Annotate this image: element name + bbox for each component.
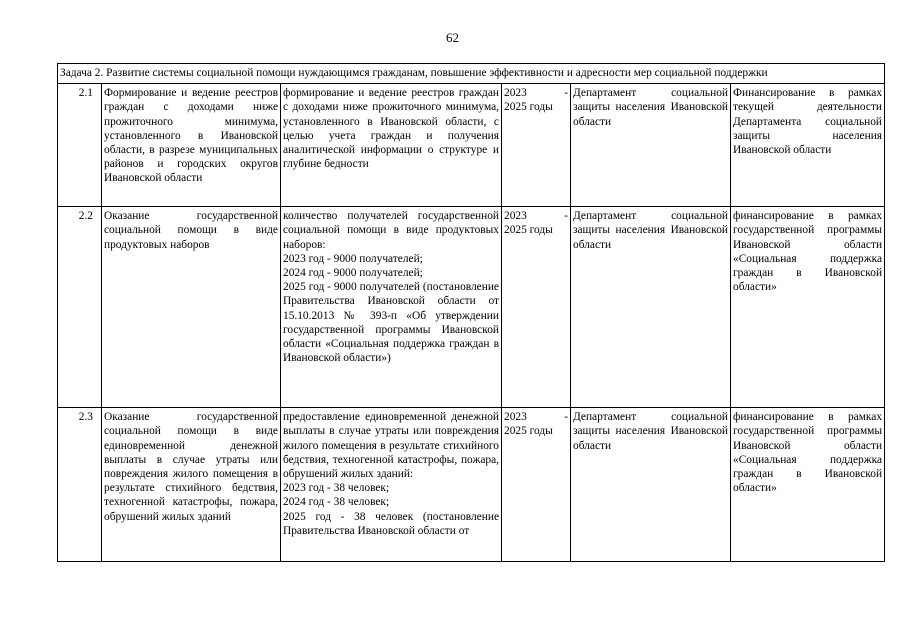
result-line: 2023 год - 9000 получателей; xyxy=(283,252,423,265)
measures-table xyxy=(57,63,885,562)
executor-cell: Департамент социальной защиты населения Ивановской области xyxy=(571,207,731,408)
table-row xyxy=(58,84,885,207)
activity-cell: Оказание государственной социальной помощи в виде единовременной денежной выплаты в случае утраты или повреждения жилого помещения в результате стихийного бедствия, техногенной катастрофы, пожара, обрушений жилых зданий xyxy=(102,408,281,562)
result-cell xyxy=(281,84,502,207)
result-line: 2024 год - 38 человек; xyxy=(283,496,390,509)
row-number: 2.2 xyxy=(58,207,102,408)
executor-cell: Департамент социальной защиты населения Ивановской области xyxy=(571,408,731,562)
financing-cell: финансирование в рамках государственной программы Ивановской области «Социальная поддержка граждан в Ивановской области» xyxy=(731,207,885,408)
result-line: 2024 год - 9000 получателей; xyxy=(283,267,423,280)
table-row xyxy=(58,207,885,408)
row-number: 2.1 xyxy=(58,84,102,207)
task-header-row xyxy=(58,64,885,84)
result-line: количество получателей государственной социальной помощи в виде продуктовых наборов: xyxy=(283,210,499,251)
years-line: 2023 - xyxy=(504,411,568,424)
row-number: 2.3 xyxy=(58,408,102,562)
years-line: 2023 - xyxy=(504,210,568,223)
result-line: 2023 год - 38 человек; xyxy=(283,482,390,495)
years-line: 2025 годы xyxy=(504,425,553,438)
task-title: Задача 2. Развитие системы социальной помощи нуждающимся гражданам, повышение эффективности и адресности мер социальной поддержки xyxy=(58,64,885,84)
executor-cell: Департамент социальной защиты населения Ивановской области xyxy=(571,84,731,207)
years-line: 2025 годы xyxy=(504,224,553,237)
result-line: предоставление единовременной денежной выплаты в случае утраты или повреждения жилого помещения в результате стихийного бедствия, техногенной катастрофы, пожара, обрушений жилых зданий: xyxy=(283,411,499,481)
years-cell xyxy=(502,408,571,562)
result-line: формирование и ведение реестров граждан с доходами ниже прожиточного минимума, установленного в Ивановской области, с целью учета граждан и получения аналитической информации о структуре и глубине бедности xyxy=(283,87,499,171)
years-cell xyxy=(502,207,571,408)
result-line: 2025 год - 38 человек (постановление Правительства Ивановской области от xyxy=(283,510,499,537)
financing-cell: финансирование в рамках государственной программы Ивановской области «Социальная поддержка граждан в Ивановской области» xyxy=(731,408,885,562)
page-number: 62 xyxy=(446,30,459,45)
activity-cell: Формирование и ведение реестров граждан с доходами ниже прожиточного минимума, установленного в Ивановской области, в разрезе муниципальных районов и городских округов Ивановской области xyxy=(102,84,281,207)
years-line: 2025 годы xyxy=(504,101,553,114)
years-line: 2023 - xyxy=(504,87,568,100)
result-line: 2025 год - 9000 получателей (постановление Правительства Ивановской области от 15.10.2013 № 393-п «Об утверждении государственной программы Ивановской области «Социальная поддержка граждан в Ивановской области») xyxy=(283,281,499,365)
years-cell xyxy=(502,84,571,207)
financing-cell: Финансирование в рамках текущей деятельности Департамента социальной защиты населения Ивановской области xyxy=(731,84,885,207)
activity-cell: Оказание государственной социальной помощи в виде продуктовых наборов xyxy=(102,207,281,408)
table-row xyxy=(58,408,885,562)
result-cell xyxy=(281,207,502,408)
result-cell xyxy=(281,408,502,562)
